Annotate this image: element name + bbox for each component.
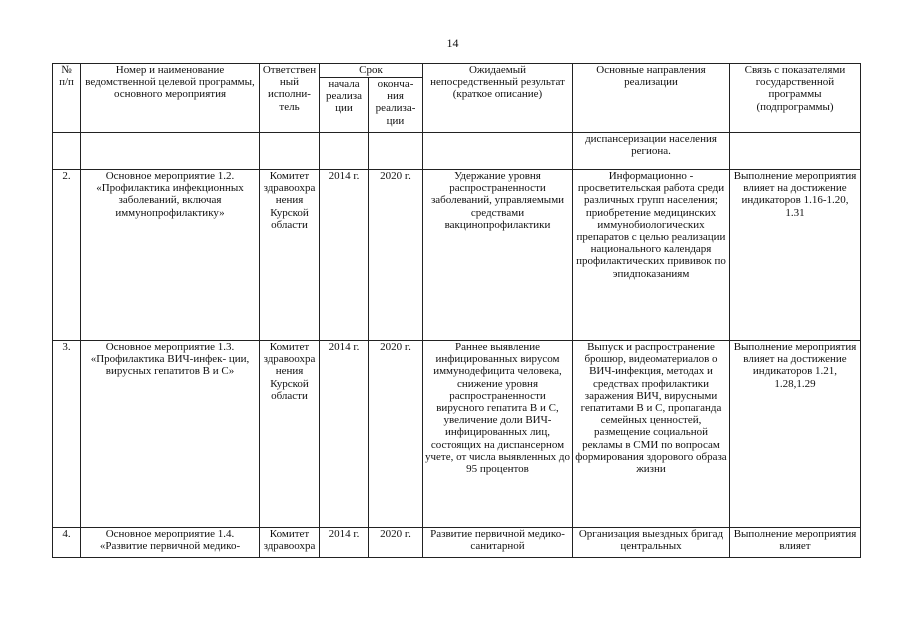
row-link: Выполнение мероприятия влияет на достижение индикаторов 1.21, 1.28,1.29	[730, 341, 861, 528]
header-responsible: Ответствен ный исполни- тель	[260, 64, 320, 133]
row-end: 2020 г.	[369, 341, 423, 528]
row-link: Выполнение мероприятия влияет	[730, 528, 861, 558]
row-name-title: Основное мероприятие 1.2.	[105, 170, 235, 182]
row-link: Выполнение мероприятия влияет на достижение индикаторов 1.16-1.20, 1.31	[730, 170, 861, 341]
row-name-title: Основное мероприятие 1.3.	[105, 341, 235, 353]
table-row	[53, 341, 861, 528]
continuation-row	[53, 133, 861, 170]
row-directions: Информационно - просветительская работа среди различных групп населения; приобретение медицинских иммунобиологических препаратов с целью реализации национального календаря профилактических прививок по эпидпоказаниям	[573, 170, 730, 341]
table-row	[53, 528, 861, 558]
row-responsible: Комитет здравоохра нения Курской области	[260, 170, 320, 341]
row-directions: Выпуск и распространение брошюр, видеоматериалов о ВИЧ-инфекция, методах и средствах профилактики заражения ВИЧ, вирусными гепатитами В и С, пропаганда семейных ценностей, размещение социальной рекламы в СМИ по вопросам формирования здорового образа жизни	[573, 341, 730, 528]
row-number: 4.	[53, 528, 81, 558]
row-result: Развитие первичной медико-санитарной	[423, 528, 573, 558]
table-row	[53, 170, 861, 341]
header-name: Номер и наименование ведомственной целевой программы, основного мероприятия	[81, 64, 260, 133]
row-name-body: «Развитие первичной медико-	[99, 540, 241, 553]
row-result: Раннее выявление инфицированных вирусом иммунодефицита человека, снижение уровня распространенности вирусного гепатита В и С, увеличение доли ВИЧ-инфицированных лиц, состоящих на диспансерном учете, от числа выявленных до 95 процентов	[423, 341, 573, 528]
row-start: 2014 г.	[320, 341, 369, 528]
row-name-title: Основное мероприятие 1.4.	[105, 528, 235, 540]
row-end: 2020 г.	[369, 528, 423, 558]
row-number: 2.	[53, 170, 81, 341]
row-result: Удержание уровня распространенности заболеваний, управляемыми средствами вакцинопрофилактики	[423, 170, 573, 341]
row-responsible: Комитет здравоохра нения Курской области	[260, 341, 320, 528]
header-link: Связь с показателями государственной программы (подпрограммы)	[730, 64, 861, 133]
header-end: оконча- ния реализа- ции	[369, 78, 423, 133]
row-name-body: «Профилактика инфекционных заболеваний, включая иммунопрофилактику»	[96, 182, 244, 219]
row-directions: Организация выездных бригад центральных	[573, 528, 730, 558]
row-end: 2020 г.	[369, 170, 423, 341]
header-term: Срок	[320, 64, 423, 78]
row-start: 2014 г.	[320, 528, 369, 558]
header-num: № п/п	[53, 64, 81, 133]
row-name-body: «Профилактика ВИЧ-инфек- ции, вирусных гепатитов В и С»	[90, 353, 250, 378]
row-name	[81, 528, 260, 558]
header-start: начала реализа ции	[320, 78, 369, 133]
row-responsible: Комитет здравоохра	[260, 528, 320, 558]
page-number: 14	[446, 36, 459, 50]
header-row-top	[53, 64, 861, 78]
row-start: 2014 г.	[320, 170, 369, 341]
row-name	[81, 341, 260, 528]
row-number: 3.	[53, 341, 81, 528]
continuation-directions: диспансеризации населения региона.	[573, 133, 730, 170]
header-directions: Основные направления реализации	[573, 64, 730, 133]
row-name	[81, 170, 260, 341]
header-result: Ожидаемый непосредственный результат (краткое описание)	[423, 64, 573, 133]
program-table	[52, 63, 861, 558]
